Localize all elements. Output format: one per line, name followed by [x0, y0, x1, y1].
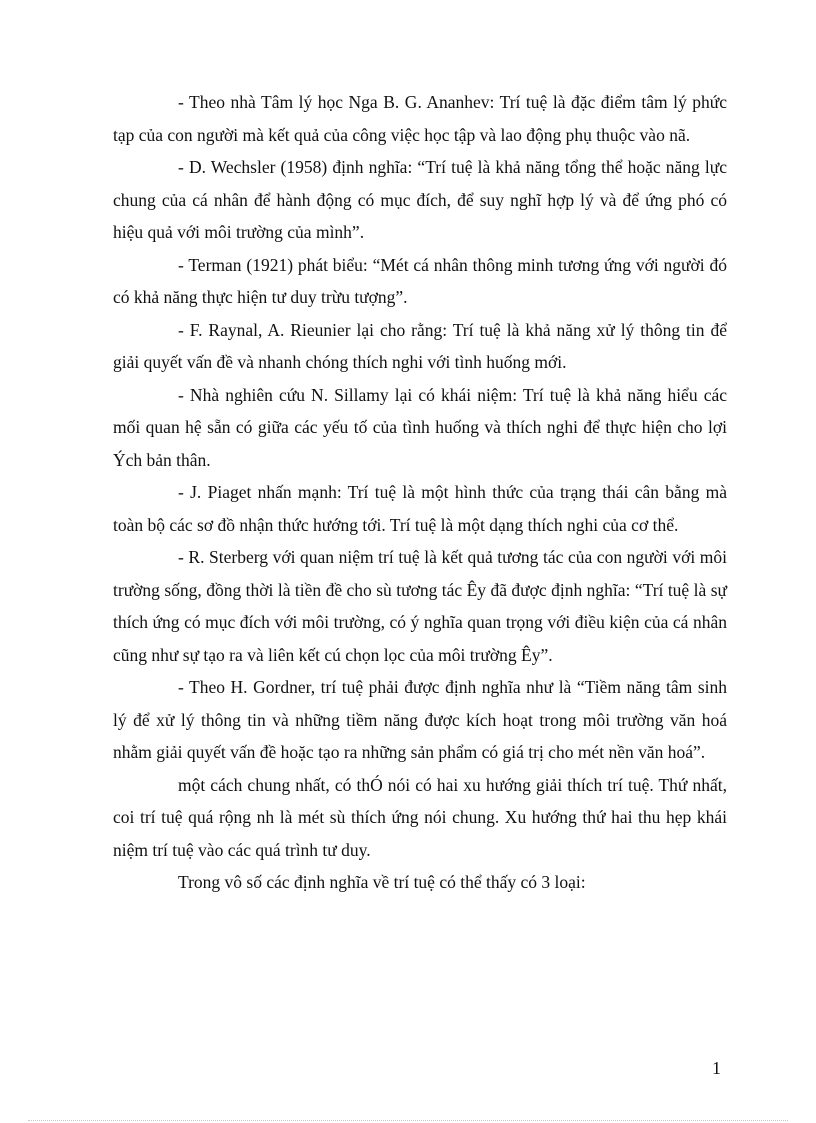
- paragraph-wechsler: - D. Wechsler (1958) định nghĩa: “Trí tuệ là khả năng tổng thể hoặc năng lực chung của cá nhân để hành động có mục đích, để suy nghĩ hợp lý và để ứng phó có hiệu quả với môi trường của mình”.: [113, 157, 727, 242]
- paragraph-sterberg: - R. Sterberg với quan niệm trí tuệ là kết quả tương tác của con người với môi trường sống, đồng thời là tiền đề cho sù tương tác Êy đã được định nghĩa: “Trí tuệ là sự thích ứng có mục đích với môi trường, có ý nghĩa quan trọng với điều kiện của cá nhân cũng như sự tạo ra và liên kết cú chọn lọc của môi trường Êy”.: [113, 547, 727, 665]
- document-body: [113, 86, 727, 899]
- paragraph-three-types: Trong vô số các định nghĩa về trí tuệ có thể thấy có 3 loại:: [178, 872, 586, 892]
- page-number: 1: [712, 1058, 721, 1078]
- paragraph-ananhev: - Theo nhà Tâm lý học Nga B. G. Ananhev: Trí tuệ là đặc điểm tâm lý phức tạp của con người mà kết quả của công việc học tập và lao động phụ thuộc vào nã.: [113, 92, 727, 145]
- page-bottom-divider: [28, 1120, 788, 1121]
- paragraph-two-tendencies: một cách chung nhất, có thÓ nói có hai xu hướng giải thích trí tuệ. Thứ nhất, coi trí tuệ quá rộng nh là mét sù thích ứng nói chung. Xu hướng thứ hai thu hẹp khái niệm trí tuệ vào các quá trình tư duy.: [113, 774, 727, 860]
- paragraph-terman: - Terman (1921) phát biểu: “Mét cá nhân thông minh tương ứng với người đó có khả năng thực hiện tư duy trừu tượng”.: [113, 254, 727, 307]
- paragraph-sillamy: - Nhà nghiên cứu N. Sillamy lại có khái niệm: Trí tuệ là khả năng hiểu các mối quan hệ sẵn có giữa các yếu tố của tình huống và thích nghi để thực hiện cho lợi Ých bản thân.: [113, 384, 727, 470]
- paragraph-gordner: - Theo H. Gordner, trí tuệ phải được định nghĩa như là “Tiềm năng tâm sinh lý để xử lý thông tin và những tiềm năng được kích hoạt trong môi trường văn hoá nhằm giải quyết vấn đề hoặc tạo ra những sản phẩm có giá trị cho mét nền văn hoá”.: [113, 677, 727, 762]
- paragraph-raynal-rieunier: - F. Raynal, A. Rieunier lại cho rằng: Trí tuệ là khả năng xử lý thông tin để giải quyết vấn đề và nhanh chóng thích nghi với tình huống mới.: [113, 319, 727, 372]
- paragraph-piaget: - J. Piaget nhấn mạnh: Trí tuệ là một hình thức của trạng thái cân bằng mà toàn bộ các sơ đồ nhận thức hướng tới. Trí tuệ là một dạng thích nghi của cơ thể.: [113, 482, 727, 535]
